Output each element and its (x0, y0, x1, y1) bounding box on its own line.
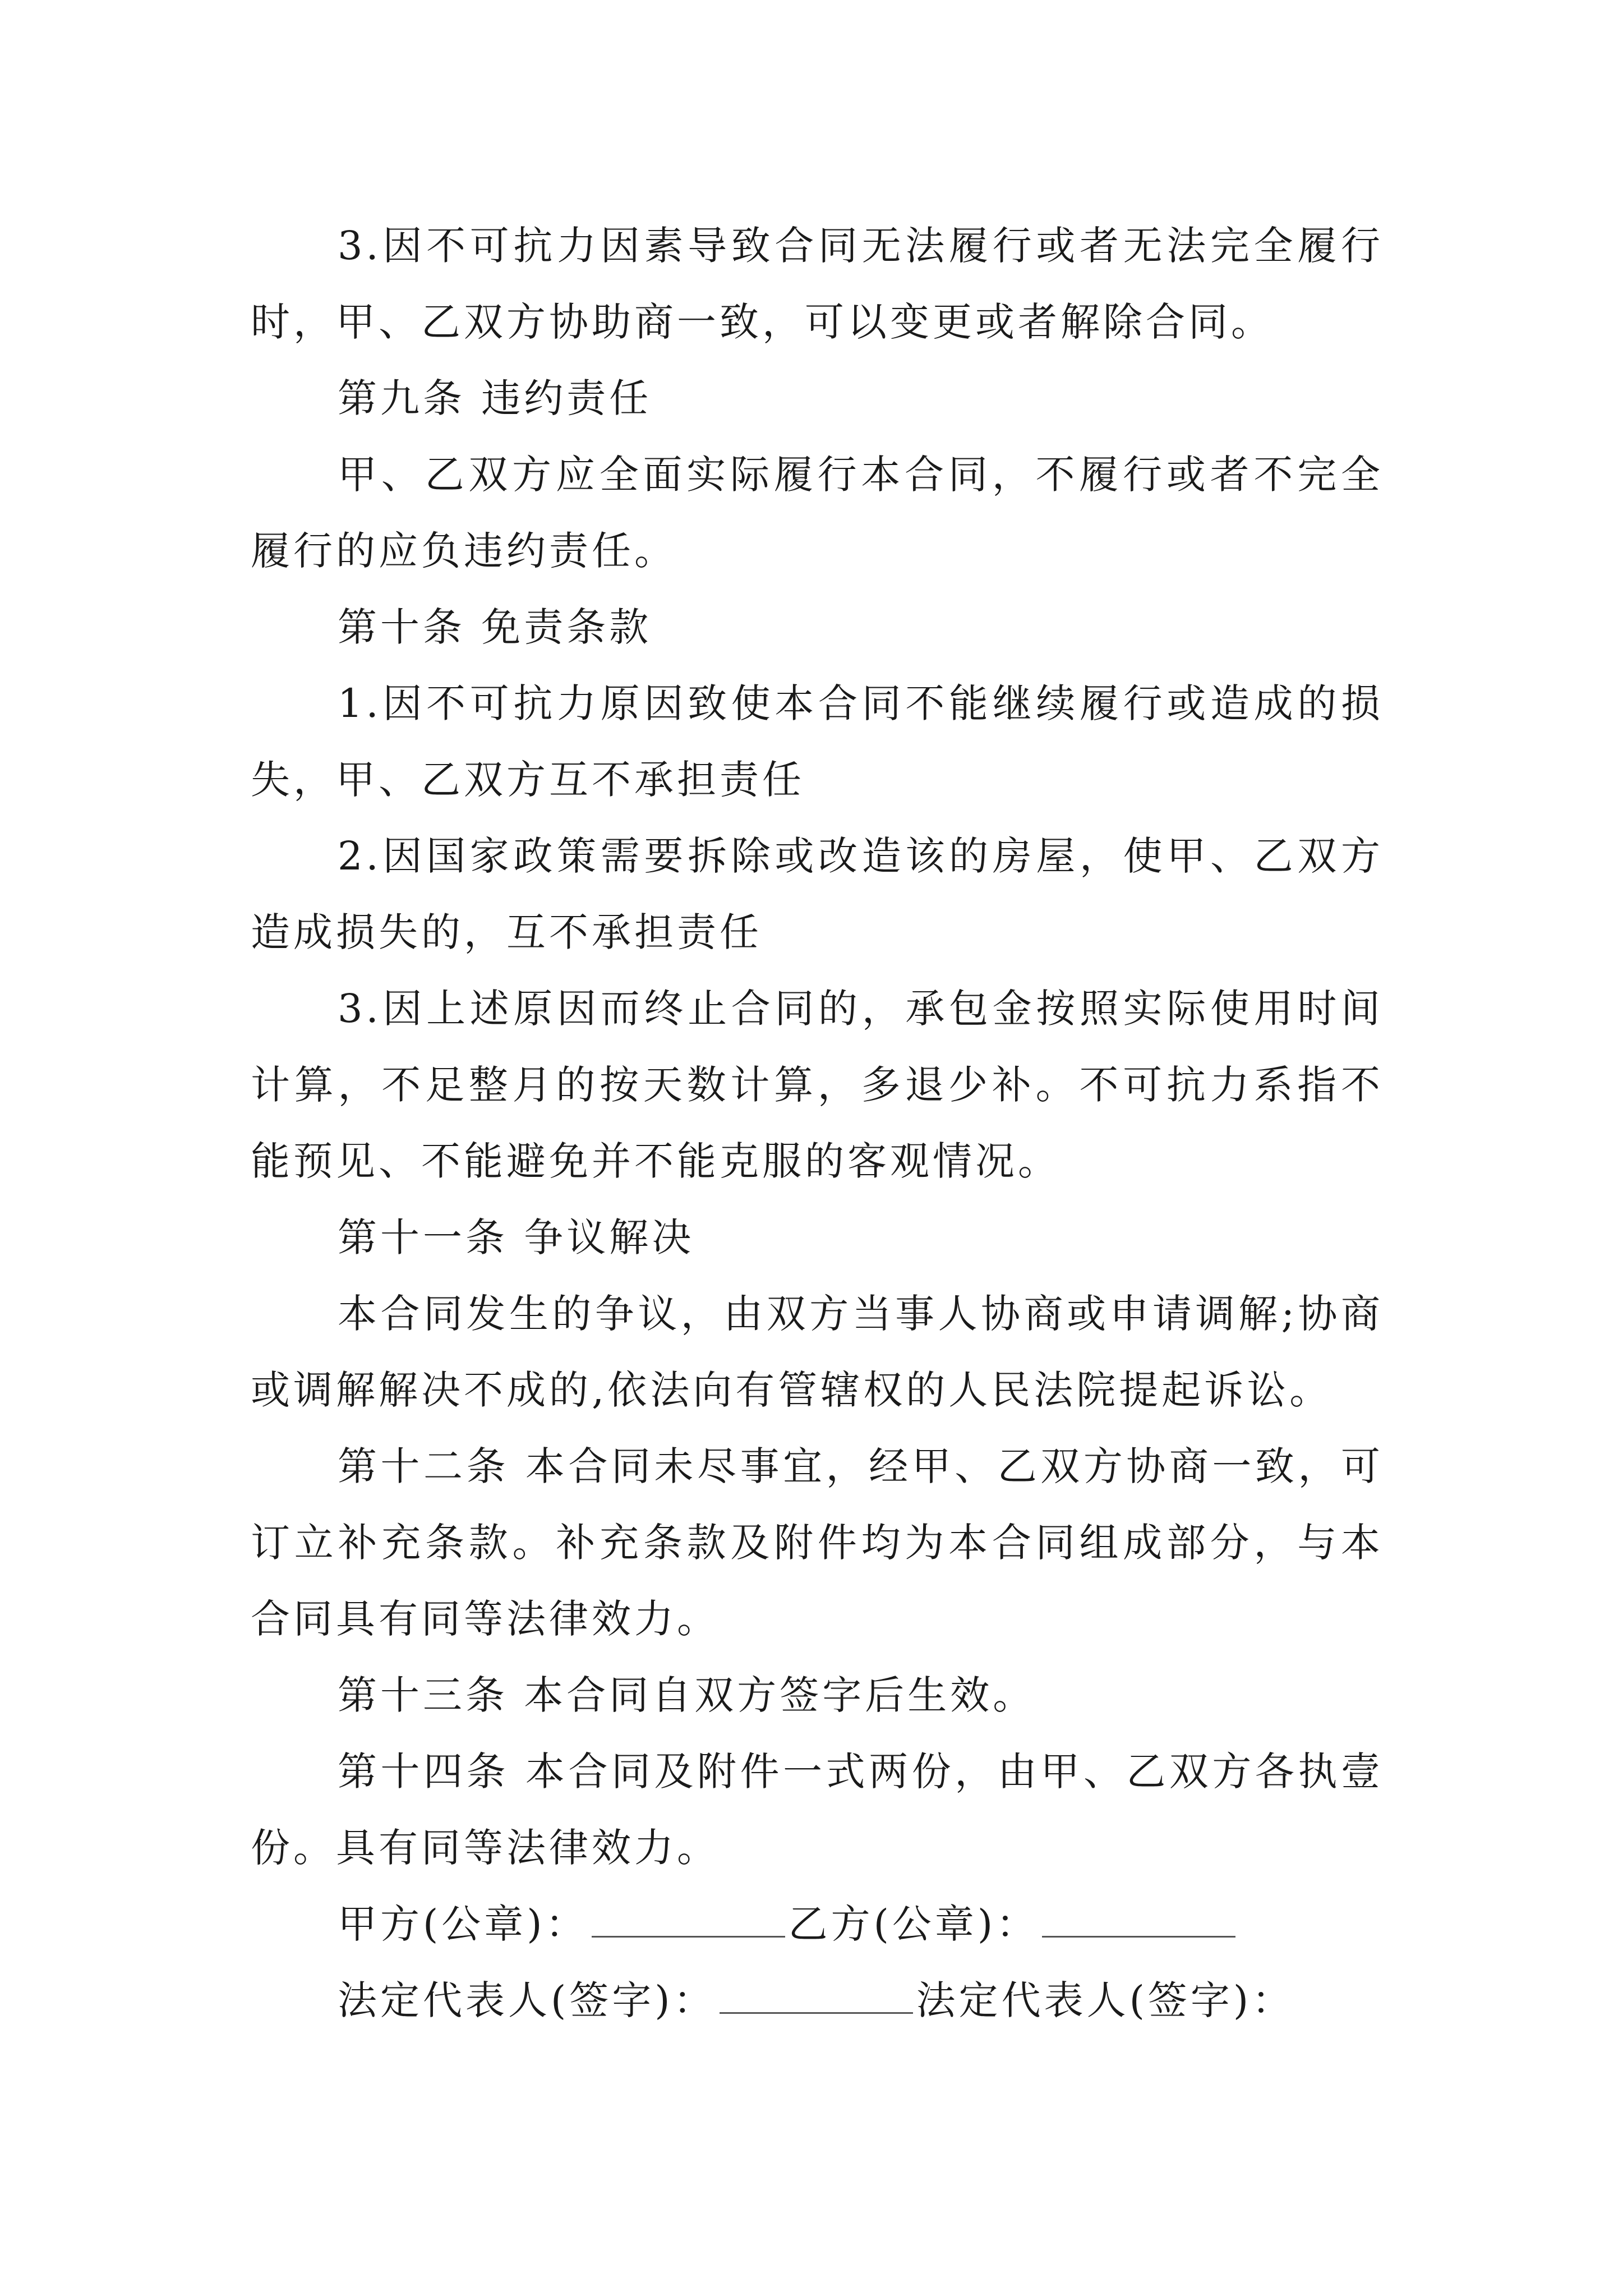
rep-b-label: 法定代表人(签字)： (916, 1977, 1295, 2023)
signature-seal-line (251, 1886, 1384, 1962)
paragraph-force-majeure-3: 3.因不可抗力因素导致合同无法履行或者无法完全履行时，甲、乙双方协助商一致，可以变更或者解除合同。 (251, 223, 1384, 345)
paragraph-article-12: 第十二条 本合同未尽事宜，经甲、乙双方协商一致，可订立补充条款。补充条款及附件均为本合同组成部分，与本合同具有同等法律效力。 (251, 1443, 1384, 1642)
party-a-seal-blank (592, 1902, 785, 1938)
paragraph-exemption-1: 1.因不可抗力原因致使本合同不能继续履行或造成的损失，甲、乙双方互不承担责任 (251, 680, 1384, 803)
signature-rep-line (251, 1962, 1384, 2039)
paragraph-article-14: 第十四条 本合同及附件一式两份，由甲、乙双方各执壹份。具有同等法律效力。 (251, 1749, 1384, 1871)
rep-a-blank (720, 1978, 913, 2014)
heading-article-10: 第十条 免责条款 (338, 604, 652, 650)
paragraph-exemption-3: 3.因上述原因而终止合同的，承包金按照实际使用时间计算，不足整月的按天数计算，多退少补。不可抗力系指不能预见、不能避免并不能克服的客观情况。 (251, 986, 1384, 1184)
party-b-seal-blank (1042, 1902, 1235, 1938)
party-a-seal-label: 甲方(公章)： (338, 1901, 588, 1947)
paragraph-breach-liability: 甲、乙双方应全面实际履行本合同，不履行或者不完全履行的应负违约责任。 (251, 452, 1384, 574)
paragraph-dispute-resolution: 本合同发生的争议，由双方当事人协商或申请调解;协商或调解解决不成的,依法向有管辖权的人民法院提起诉讼。 (251, 1291, 1384, 1413)
document-body (251, 208, 1384, 2039)
heading-article-9: 第九条 违约责任 (338, 375, 652, 421)
heading-article-11: 第十一条 争议解决 (338, 1214, 695, 1260)
paragraph-article-13: 第十三条 本合同自双方签字后生效。 (338, 1672, 1036, 1718)
party-b-seal-label: 乙方(公章)： (788, 1901, 1039, 1947)
rep-a-label: 法定代表人(签字)： (338, 1977, 716, 2023)
paragraph-exemption-2: 2.因国家政策需要拆除或改造该的房屋，使甲、乙双方造成损失的，互不承担责任 (251, 833, 1384, 955)
